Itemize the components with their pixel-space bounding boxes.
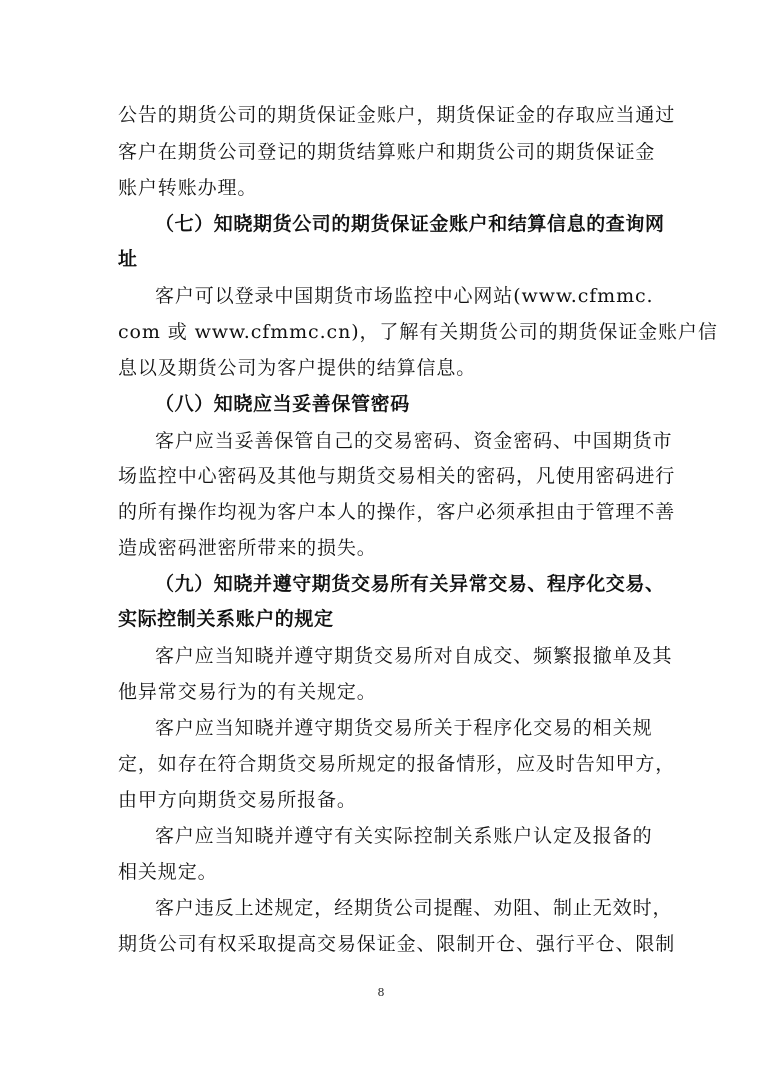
body-line: 的所有操作均视为客户本人的操作，客户必须承担由于管理不善 — [118, 501, 676, 523]
section-heading-9: （九）知晓并遵守期货交易所有关异常交易、程序化交易、 — [155, 573, 665, 595]
body-line: 客户应当知晓并遵守期货交易所关于程序化交易的相关规 — [155, 717, 653, 739]
body-line: 造成密码泄密所带来的损失。 — [118, 537, 377, 559]
body-line: 客户应当知晓并遵守有关实际控制关系账户认定及报备的 — [155, 825, 653, 847]
body-line: 公告的期货公司的期货保证金账户，期货保证金的存取应当通过 — [118, 104, 676, 126]
section-heading-7-cont: 址 — [118, 248, 138, 270]
body-line: 客户应当妥善保管自己的交易密码、资金密码、中国期货市 — [155, 430, 673, 452]
section-heading-7: （七）知晓期货公司的期货保证金账户和结算信息的查询网 — [155, 213, 665, 235]
body-line: 账户转账办理。 — [118, 177, 258, 199]
body-line: 客户可以登录中国期货市场监控中心网站(www.cfmmc. — [155, 285, 654, 307]
body-line: 相关规定。 — [118, 861, 218, 883]
page-number: 8 — [377, 986, 385, 999]
body-line: 期货公司有权采取提高交易保证金、限制开仓、强行平仓、限制 — [118, 933, 676, 955]
section-heading-8: （八）知晓应当妥善保管密码 — [155, 393, 410, 415]
body-line: 客户应当知晓并遵守期货交易所对自成交、频繁报撤单及其 — [155, 645, 673, 667]
body-line: 他异常交易行为的有关规定。 — [118, 681, 377, 703]
body-line: 客户违反上述规定，经期货公司提醒、劝阻、制止无效时， — [155, 897, 673, 919]
body-line: 由甲方向期货交易所报备。 — [118, 789, 357, 811]
body-line: 客户在期货公司登记的期货结算账户和期货公司的期货保证金 — [118, 141, 656, 163]
body-line: 场监控中心密码及其他与期货交易相关的密码，凡使用密码进行 — [118, 465, 676, 487]
body-line: 定，如存在符合期货交易所规定的报备情形，应及时告知甲方， — [118, 753, 676, 775]
body-line: com 或 www.cfmmc.cn)，了解有关期货公司的期货保证金账户信 — [118, 321, 718, 343]
section-heading-9-cont: 实际控制关系账户的规定 — [118, 608, 334, 630]
body-line: 息以及期货公司为客户提供的结算信息。 — [118, 357, 477, 379]
